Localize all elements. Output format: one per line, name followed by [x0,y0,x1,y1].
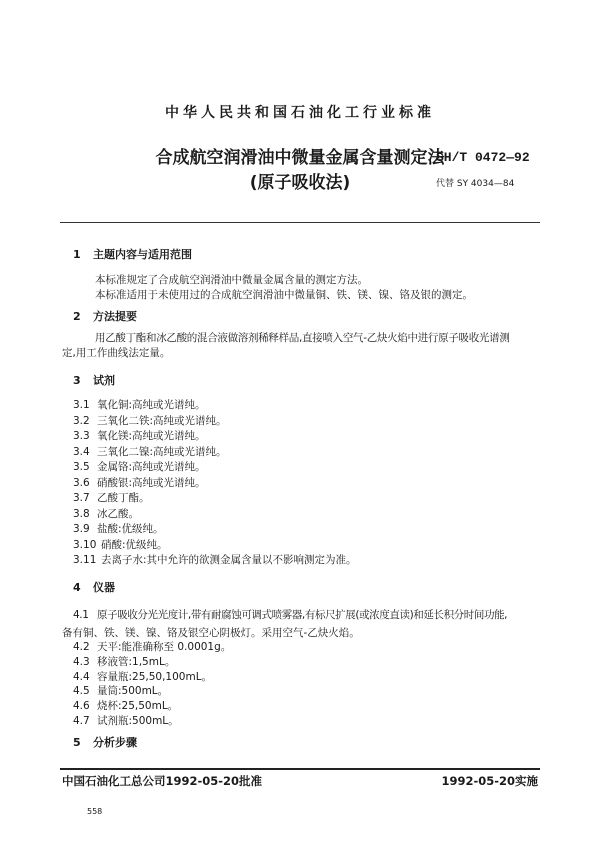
item-number: 3.2 [73,414,90,427]
item-text: 硝酸:优级纯。 [101,538,168,551]
issuing-organization: 中华人民共和国石油化工行业标准 [165,105,435,121]
item-number: 3.5 [73,461,90,473]
footer-divider [60,768,540,770]
paragraph: 本标准适用于未使用过的合成航空润滑油中微量铜、铁、镁、镍、铬及银的测定。 [95,289,473,301]
paragraph: 备有铜、铁、镁、镍、铬及银空心阴极灯。采用空气-乙炔火焰。 [62,627,360,639]
section-title: 方法提要 [93,310,137,323]
list-item [73,716,179,727]
list-item [73,657,175,668]
section-heading [73,249,192,260]
item-number: 4.4 [73,670,90,683]
item-text: 烧杯:25,50mL。 [97,700,179,713]
section-number: 4 [73,581,81,594]
list-item [73,462,206,473]
section-title: 主题内容与适用范围 [93,248,192,261]
item-number: 3.11 [73,554,97,566]
effective-date: 1992-05-20实施 [441,774,538,788]
item-text: 移液管:1,5mL。 [97,655,176,668]
list-item [73,642,231,653]
item-text: 氧化镁:高纯或光谱纯。 [97,430,206,442]
section-heading [73,737,137,748]
paragraph: 定,用工作曲线法定量。 [62,347,171,359]
section-number: 1 [73,248,81,261]
item-number: 3.4 [73,445,90,458]
item-text: 乙酸丁酯。 [97,492,150,504]
item-number: 4.1 [73,609,89,621]
document-subtitle: (原子吸收法) [249,173,351,193]
item-number: 3.7 [73,492,90,504]
item-text: 天平:能准确称至 0.0001g。 [97,641,232,653]
list-item [73,524,164,535]
section-title: 分析步骤 [93,736,137,749]
item-number: 3.1 [73,399,90,411]
replaces-standard: 代替 SY 4034—84 [436,179,515,189]
section-heading [73,582,115,593]
item-text: 量筒:500mL。 [97,685,169,698]
list-item [73,540,168,551]
item-number: 4.7 [73,715,90,727]
item-text: 三氧化二铁:高纯或光谱纯。 [97,414,227,427]
list-item [73,610,507,621]
approval-date: 中国石油化工总公司1992-05-20批准 [62,774,263,788]
paragraph: 本标准规定了合成航空润滑油中微量金属含量的测定方法。 [95,274,368,286]
list-item [73,400,206,411]
list-item [73,493,150,504]
list-item [73,509,139,520]
item-number: 3.3 [73,430,90,442]
item-text: 金属铬:高纯或光谱纯。 [97,461,206,473]
page-number: 558 [87,807,103,816]
item-number: 3.10 [73,538,97,551]
section-number: 2 [73,310,81,323]
list-item [73,447,227,458]
section-title: 试剂 [93,374,115,387]
document-title: 合成航空润滑油中微量金属含量测定法 [155,148,445,168]
list-item [73,431,206,442]
list-item [73,416,227,427]
paragraph: 用乙酸丁酯和冰乙酸的混合液做溶剂稀释样品,直接喷入空气-乙炔火焰中进行原子吸收光谱测 [95,332,510,344]
item-text: 盐酸:优级纯。 [97,523,164,535]
item-text: 试剂瓶:500mL。 [97,715,179,727]
item-number: 4.2 [73,641,90,653]
item-text: 硝酸银:高纯或光谱纯。 [97,476,206,489]
item-number: 4.6 [73,700,90,713]
item-text: 氧化铜:高纯或光谱纯。 [97,399,206,411]
item-text: 原子吸收分光光度计,带有耐腐蚀可调式喷雾器,有标尺扩展(或浓度直读)和延长积分时间功能, [97,609,508,621]
item-text: 冰乙酸。 [97,507,139,520]
item-number: 4.5 [73,685,90,698]
item-number: 3.6 [73,476,90,489]
standard-code: SH/T 0472—92 [436,150,530,165]
list-item [73,672,212,683]
item-number: 3.9 [73,523,90,535]
item-text: 三氧化二镍:高纯或光谱纯。 [97,445,227,458]
list-item [73,701,178,712]
item-number: 4.3 [73,655,90,668]
item-text: 去离子水:其中允许的欲测金属含量以不影响测定为准。 [101,554,357,566]
list-item [73,555,357,566]
list-item [73,478,206,489]
header-divider [60,222,540,223]
item-text: 容量瓶:25,50,100mL。 [97,670,213,683]
section-title: 仪器 [93,581,115,594]
item-number: 3.8 [73,507,90,520]
section-number: 5 [73,736,81,749]
section-heading [73,311,137,322]
list-item [73,686,168,697]
section-number: 3 [73,374,81,387]
section-heading [73,375,115,386]
